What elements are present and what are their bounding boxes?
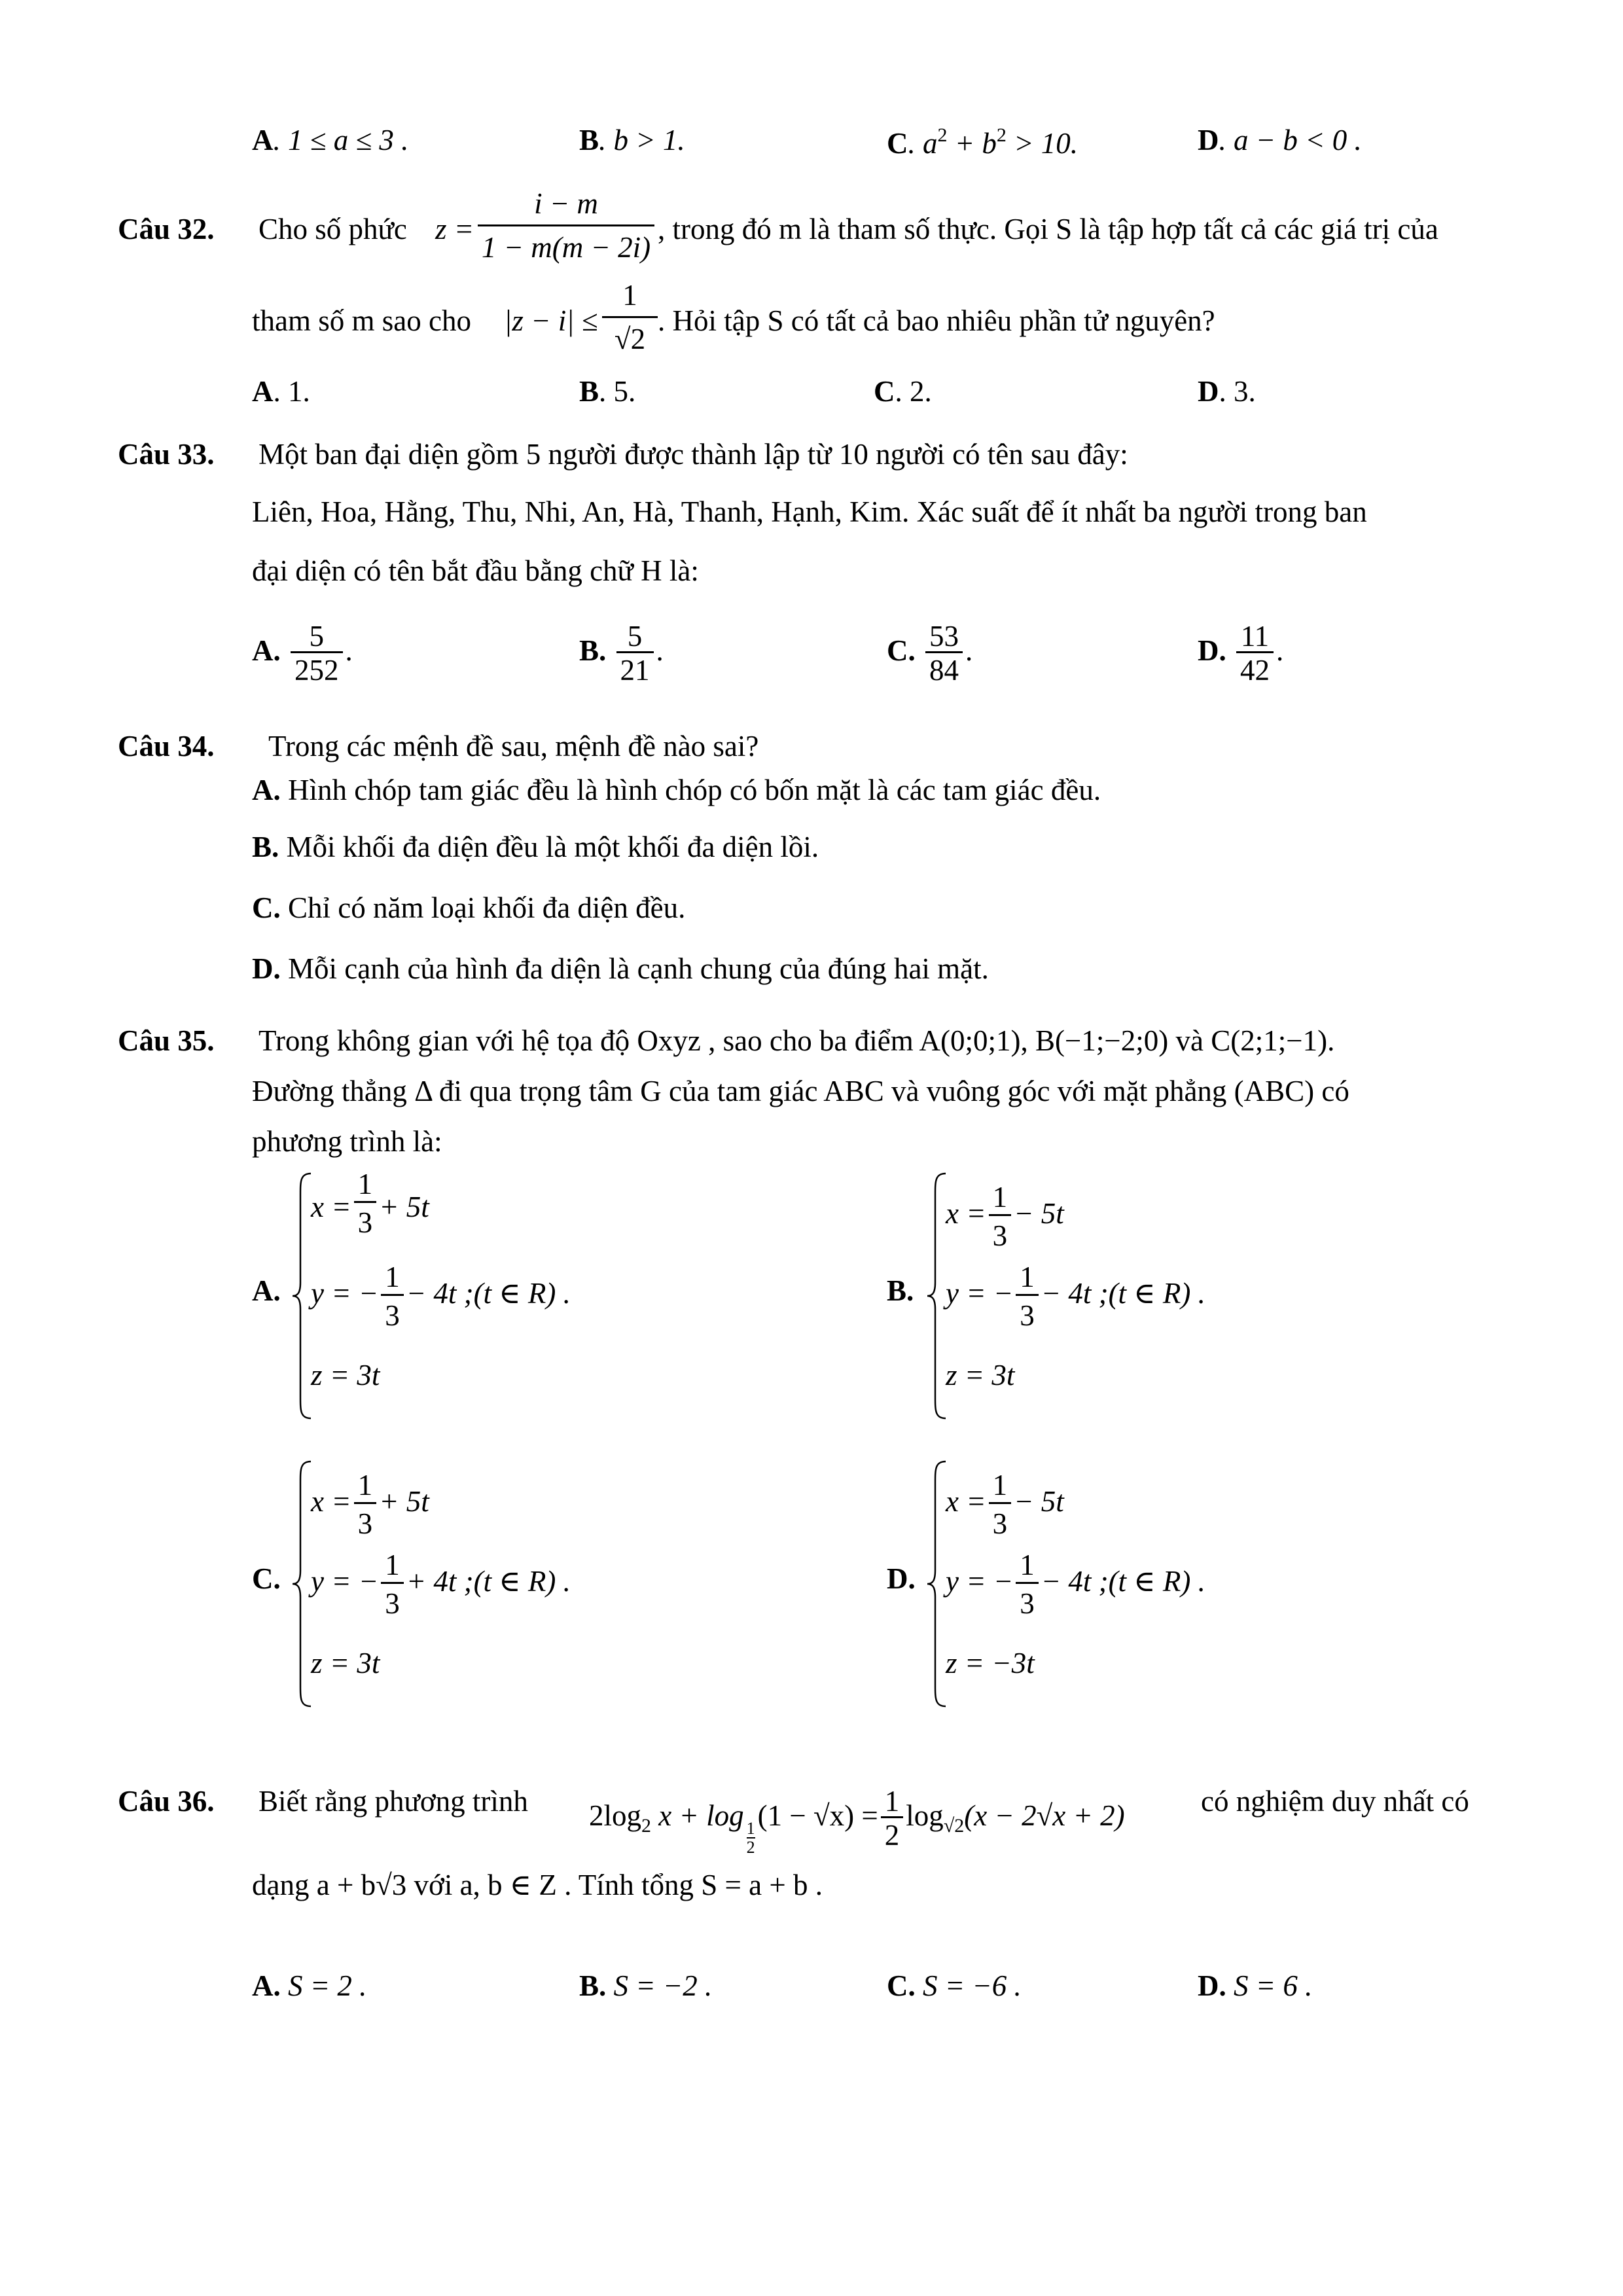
q35-b-y-frac xyxy=(1016,1260,1039,1333)
q32-option-b-value: . 5. xyxy=(599,375,636,408)
q35-a-x-den: 3 xyxy=(354,1201,377,1240)
q35-a-y-row xyxy=(311,1260,571,1333)
q35-c-y-den: 3 xyxy=(381,1582,404,1621)
q31-option-c xyxy=(887,126,1078,158)
q36-eq-base-half xyxy=(747,1820,755,1857)
q32-option-b-label: B xyxy=(579,375,599,408)
q35-option-d-system xyxy=(926,1456,1319,1712)
q31-option-a-label: A xyxy=(252,124,274,156)
q35-a-y-den: 3 xyxy=(381,1294,404,1333)
q34-question: Trong các mệnh đề sau, mệnh đề nào sai? xyxy=(268,730,759,762)
q35-option-b-label xyxy=(887,1276,914,1306)
q35-a-x-num: 1 xyxy=(357,1168,373,1200)
q36-equation xyxy=(589,1787,1125,1856)
q34-option-d xyxy=(252,954,989,984)
q36-option-b xyxy=(579,1971,712,2001)
q35-c-x-post: + 5t xyxy=(379,1484,429,1518)
q32-option-c xyxy=(874,377,932,406)
q32-line2-fraction xyxy=(602,278,658,356)
q35-d-x-num: 1 xyxy=(992,1469,1008,1501)
q36-option-a-label: A. xyxy=(252,1969,281,2002)
q34-option-c-label: C. xyxy=(252,891,281,924)
q35-line2: Đường thẳng Δ đi qua trọng tâm G của tam giác ABC và vuông góc với mặt phẳng (ABC) có xyxy=(252,1075,1349,1107)
q31-option-c-sup-b: 2 xyxy=(996,124,1007,146)
q36-eq-sub-2: 2 xyxy=(641,1814,652,1837)
q35-d-y-post: − 4t ;(t ∈ R) . xyxy=(1041,1564,1205,1598)
q35-a-x-post: + 5t xyxy=(379,1190,429,1223)
q33-option-a-label: A. xyxy=(252,634,281,667)
q35-option-c-letter: C. xyxy=(252,1562,281,1595)
q31-option-b-label: B xyxy=(579,124,599,156)
q33-option-b-fraction xyxy=(616,622,654,685)
q35-c-y-pre: y = − xyxy=(311,1564,379,1598)
q36-option-c xyxy=(887,1971,1022,2001)
q35-a-y-pre: y = − xyxy=(311,1276,379,1310)
q32-option-a-label: A xyxy=(252,375,274,408)
q36-option-d xyxy=(1198,1971,1312,2001)
q35-b-x-row xyxy=(946,1180,1064,1253)
q35-b-x-den: 3 xyxy=(989,1214,1012,1253)
q33-option-b-label: B. xyxy=(579,634,607,667)
q32-line2-numerator: 1 xyxy=(622,279,637,312)
q31-option-d-label: D xyxy=(1198,124,1219,156)
q33-option-c-dot: . xyxy=(965,634,973,667)
q33-line3: đại diện có tên bắt đầu bằng chữ H là: xyxy=(252,554,699,587)
q32-line2-denominator: √2 xyxy=(602,316,658,356)
q36-line1-pre: Biết rằng phương trình xyxy=(259,1785,528,1818)
q32-fraction-numerator: i − m xyxy=(534,187,598,220)
q31-option-c-text-pre: . a xyxy=(908,127,938,160)
q33-option-d-denominator: 42 xyxy=(1236,651,1274,685)
q35-a-y-num: 1 xyxy=(385,1261,400,1293)
q35-option-a-label xyxy=(252,1276,281,1306)
q33-option-b-denominator: 21 xyxy=(616,651,654,685)
q32-option-b xyxy=(579,377,635,406)
q33-option-b-dot: . xyxy=(656,634,664,667)
q35-a-x-frac xyxy=(354,1167,377,1240)
q31-option-b xyxy=(579,126,685,155)
q35-d-x-pre: x = xyxy=(946,1484,986,1518)
q34-option-d-text: Mỗi cạnh của hình đa diện là cạnh chung của đúng hai mặt. xyxy=(288,952,989,985)
q36-option-d-value: S = 6 . xyxy=(1234,1969,1313,2002)
q35-c-y-post: + 4t ;(t ∈ R) . xyxy=(406,1564,571,1598)
q33-option-d xyxy=(1198,622,1283,685)
q35-c-z-row: z = 3t xyxy=(311,1647,380,1679)
q31-option-c-label: C xyxy=(887,127,908,160)
q35-d-y-frac xyxy=(1016,1548,1039,1621)
q31-option-c-text-post: > 10. xyxy=(1006,127,1078,160)
q35-c-x-row xyxy=(311,1468,429,1541)
q31-option-a xyxy=(252,126,408,155)
q32-fraction-denominator: 1 − m(m − 2i) xyxy=(478,224,654,264)
q31-option-b-text: . b > 1. xyxy=(599,124,685,156)
q36-line2: dạng a + b√3 với a, b ∈ Z . Tính tổng S = a + b . xyxy=(252,1869,823,1901)
q33-option-c-numerator: 53 xyxy=(929,620,959,653)
q33-option-a-dot: . xyxy=(345,634,353,667)
q33-line2: Liên, Hoa, Hằng, Thu, Nhi, An, Hà, Thanh, Hạnh, Kim. Xác suất để ít nhất ba người trong ban xyxy=(252,495,1367,528)
q32-z-equals: z = xyxy=(435,213,474,245)
q35-d-y-pre: y = − xyxy=(946,1564,1014,1598)
q35-b-y-post: − 4t ;(t ∈ R) . xyxy=(1041,1276,1205,1310)
q36-eq-left: 2log xyxy=(589,1799,642,1832)
q36-eq-half-num: 1 xyxy=(884,1785,900,1818)
q35-b-x-pre: x = xyxy=(946,1196,986,1230)
q34-option-a xyxy=(252,776,1101,805)
q35-b-y-pre: y = − xyxy=(946,1276,1014,1310)
q34-option-a-text: Hình chóp tam giác đều là hình chóp có bốn mặt là các tam giác đều. xyxy=(288,774,1101,806)
q32-label: Câu 32. xyxy=(118,213,215,245)
q36-eq-base-half-num: 1 xyxy=(746,1818,755,1838)
q31-option-d-text: . a − b < 0 . xyxy=(1219,124,1362,156)
q33-option-a-numerator: 5 xyxy=(309,620,324,653)
q34-option-b-label: B. xyxy=(252,831,279,863)
q35-b-y-den: 3 xyxy=(1016,1294,1039,1333)
q36-option-c-label: C. xyxy=(887,1969,916,2002)
q35-option-a-letter: A. xyxy=(252,1274,281,1307)
q31-option-c-sup-a: 2 xyxy=(937,124,948,146)
q36-eq-half-den: 2 xyxy=(881,1816,904,1850)
q35-c-y-row xyxy=(311,1548,571,1621)
q32-abs-expr: |z − i| ≤ xyxy=(504,304,598,337)
q32-intro: Cho số phức xyxy=(259,213,407,245)
q34-option-d-label: D. xyxy=(252,952,281,985)
q31-option-a-text: . 1 ≤ a ≤ 3 . xyxy=(273,124,409,156)
q32-line2-pre: tham số m sao cho xyxy=(252,304,471,337)
q33-option-c-denominator: 84 xyxy=(925,651,963,685)
q35-d-x-frac xyxy=(989,1468,1012,1541)
q35-d-x-post: − 5t xyxy=(1014,1484,1064,1518)
q32-option-d xyxy=(1198,377,1256,406)
q33-option-a-fraction xyxy=(291,622,343,685)
q33-option-d-fraction xyxy=(1236,622,1274,685)
q32-option-a-value: . 1. xyxy=(273,375,310,408)
q35-c-x-pre: x = xyxy=(311,1484,351,1518)
q33-option-c-label: C. xyxy=(887,634,916,667)
q35-b-x-post: − 5t xyxy=(1014,1196,1064,1230)
q36-eq-arg: (1 − √x) = xyxy=(757,1799,878,1832)
q33-option-c xyxy=(887,622,972,685)
q34-option-a-label: A. xyxy=(252,774,281,806)
q36-option-c-value: S = −6 . xyxy=(923,1969,1022,2002)
q36-option-a xyxy=(252,1971,366,2001)
q33-option-a-denominator: 252 xyxy=(291,651,343,685)
q32-intro-after: , trong đó m là tham số thực. Gọi S là tập hợp tất cả các giá trị của xyxy=(658,213,1438,245)
q35-c-y-frac xyxy=(381,1548,404,1621)
q33-label: Câu 33. xyxy=(118,438,215,471)
q32-option-c-value: . 2. xyxy=(895,375,932,408)
q35-line1: Trong không gian với hệ tọa độ Oxyz , sao cho ba điểm A(0;0;1), B(−1;−2;0) và C(2;1;−1). xyxy=(259,1024,1335,1057)
q35-b-y-num: 1 xyxy=(1020,1261,1035,1293)
q34-label: Câu 34. xyxy=(118,730,215,762)
q35-option-c-system xyxy=(291,1456,684,1712)
q36-eq-log2: log xyxy=(906,1799,944,1832)
q36-option-b-value: S = −2 . xyxy=(613,1969,713,2002)
q36-eq-base-half-den: 2 xyxy=(746,1837,755,1857)
q35-option-b-letter: B. xyxy=(887,1274,914,1307)
q32-line2-post: . Hỏi tập S có tất cả bao nhiêu phần tử nguyên? xyxy=(658,304,1215,337)
q35-option-d-letter: D. xyxy=(887,1562,916,1595)
q33-option-a xyxy=(252,622,353,685)
q35-d-y-row xyxy=(946,1548,1205,1621)
q34-option-b-text: Mỗi khối đa diện đều là một khối đa diện lồi. xyxy=(286,831,819,863)
q35-c-x-den: 3 xyxy=(354,1502,377,1541)
q35-c-x-num: 1 xyxy=(357,1469,373,1501)
q31-option-c-text-mid: + b xyxy=(947,127,997,160)
q31-option-d xyxy=(1198,126,1362,155)
q35-b-x-frac xyxy=(989,1180,1012,1253)
q36-eq-sub-root2: √2 xyxy=(943,1814,965,1837)
q35-b-z-row: z = 3t xyxy=(946,1359,1015,1391)
q36-eq-half xyxy=(881,1787,904,1850)
q33-option-d-dot: . xyxy=(1276,634,1284,667)
q34-option-c-text: Chỉ có năm loại khối đa diện đều. xyxy=(288,891,686,924)
q35-option-c-label xyxy=(252,1564,281,1594)
q35-a-y-frac xyxy=(381,1260,404,1333)
q33-option-c-fraction xyxy=(925,622,963,685)
q36-option-b-label: B. xyxy=(579,1969,607,2002)
q35-b-x-num: 1 xyxy=(992,1181,1008,1213)
q33-line1: Một ban đại diện gồm 5 người được thành lập từ 10 người có tên sau đây: xyxy=(259,438,1128,471)
q35-a-x-pre: x = xyxy=(311,1190,351,1223)
q36-eq-mid: x + log xyxy=(651,1799,744,1832)
q34-option-c xyxy=(252,893,685,923)
q32-fraction xyxy=(478,187,654,264)
q32-option-a xyxy=(252,377,310,406)
q35-d-x-row xyxy=(946,1468,1064,1541)
q35-b-y-row xyxy=(946,1260,1205,1333)
q32-option-c-label: C xyxy=(874,375,895,408)
q35-d-z-row: z = −3t xyxy=(946,1647,1035,1679)
q36-option-d-label: D. xyxy=(1198,1969,1226,2002)
q35-d-x-den: 3 xyxy=(989,1502,1012,1541)
q35-a-z-row: z = 3t xyxy=(311,1359,380,1391)
q33-option-b-numerator: 5 xyxy=(627,620,643,653)
q33-option-b xyxy=(579,622,664,685)
q35-c-x-frac xyxy=(354,1468,377,1541)
q35-d-y-num: 1 xyxy=(1020,1549,1035,1581)
q35-a-y-post: − 4t ;(t ∈ R) . xyxy=(406,1276,571,1310)
q35-option-a-system xyxy=(291,1168,684,1424)
q35-label: Câu 35. xyxy=(118,1024,215,1057)
q35-d-y-den: 3 xyxy=(1016,1582,1039,1621)
q36-label: Câu 36. xyxy=(118,1785,215,1818)
q33-option-d-numerator: 11 xyxy=(1240,620,1270,653)
q35-option-d-label xyxy=(887,1564,916,1594)
q34-option-b xyxy=(252,833,819,862)
q33-option-d-label: D. xyxy=(1198,634,1226,667)
q35-option-b-system xyxy=(926,1168,1319,1424)
q35-line3: phương trình là: xyxy=(252,1125,442,1158)
q35-a-x-row xyxy=(311,1168,429,1240)
q36-option-a-value: S = 2 . xyxy=(288,1969,367,2002)
q36-line1-post: có nghiệm duy nhất có xyxy=(1201,1785,1469,1818)
q36-eq-arg2: (x − 2√x + 2) xyxy=(964,1799,1125,1832)
q35-c-y-num: 1 xyxy=(385,1549,400,1581)
q32-option-d-value: . 3. xyxy=(1219,375,1256,408)
q32-option-d-label: D xyxy=(1198,375,1219,408)
